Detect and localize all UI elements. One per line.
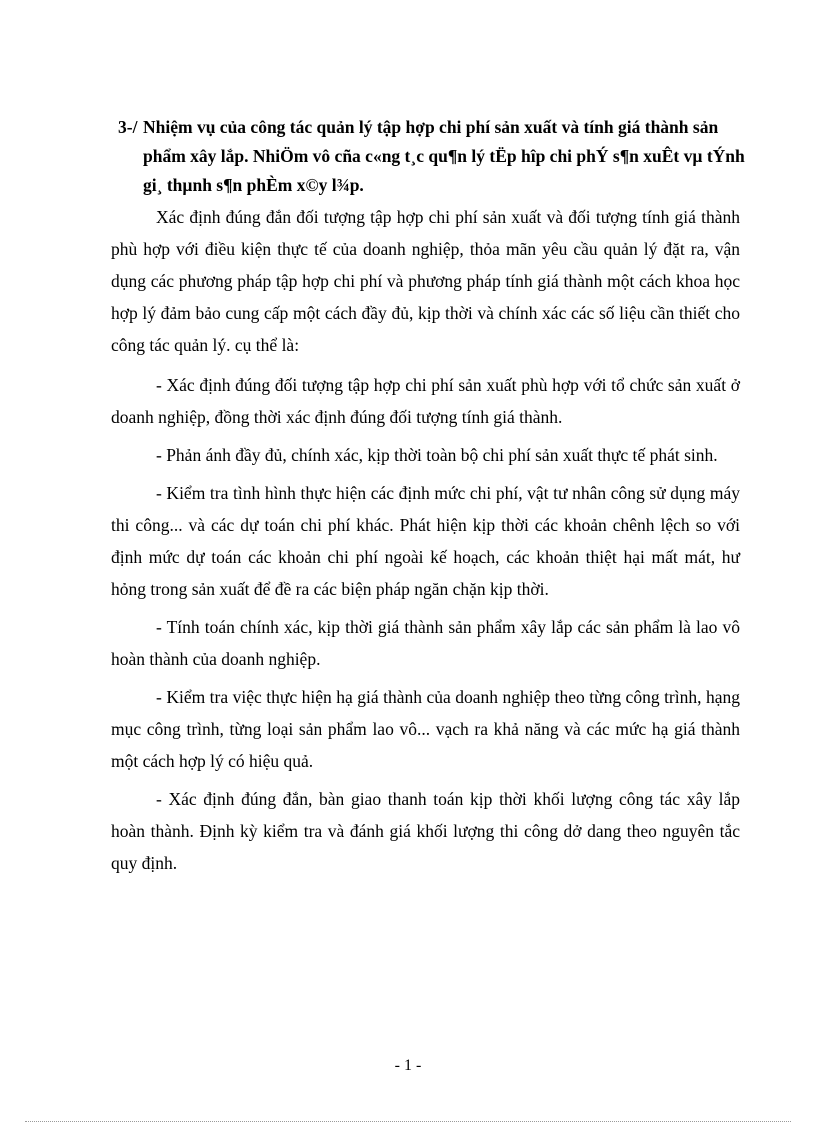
list-item: - Phản ánh đầy đủ, chính xác, kịp thời toàn bộ chi phí sản xuất thực tế phát sinh. (156, 445, 718, 465)
list-item: - Xác định đúng đắn, bàn giao thanh toán kịp thời khối lượng công tác xây lắp hoàn thành. Định kỳ kiểm tra và đánh giá khối lượng thi công dở dang theo nguyên tắc quy định. (111, 789, 740, 873)
list-item: - Kiểm tra việc thực hiện hạ giá thành của doanh nghiệp theo từng công trình, hạng mục công trình, từng loại sản phẩm lao vô... vạch ra khả năng và các mức hạ giá thành một cách hợp lý có hiệu quả. (111, 687, 740, 771)
section-number: 3-/ (118, 117, 138, 137)
page-number: - 1 - (394, 1057, 422, 1074)
intro-paragraph: Xác định đúng đắn đối tượng tập hợp chi phí sản xuất và đối tượng tính giá thành phù hợp với điều kiện thực tế của doanh nghiệp, thỏa mãn yêu cầu quản lý đặt ra, vận dụng các phương pháp tập hợp chi phí và phương pháp tính giá thành một cách khoa học hợp lý đảm bảo cung cấp một cách đầy đủ, kịp thời và chính xác các số liệu cần thiết cho công tác quản lý. cụ thể là: (111, 207, 740, 355)
document-body (111, 201, 740, 879)
list-item: - Tính toán chính xác, kịp thời giá thành sản phẩm xây lắp các sản phẩm là lao vô hoàn thành của doanh nghiệp. (111, 617, 740, 669)
section-heading (118, 113, 748, 200)
list-item: - Kiểm tra tình hình thực hiện các định mức chi phí, vật tư nhân công sử dụng máy thi công... và các dự toán chi phí khác. Phát hiện kịp thời các khoản chênh lệch so với định mức dự toán các khoản chi phí ngoài kế hoạch, các khoản thiệt hại mất mát, hư hỏng trong sản xuất để đề ra các biện pháp ngăn chặn kịp thời. (111, 483, 740, 599)
page-divider (25, 1121, 791, 1122)
list-item: - Xác định đúng đối tượng tập hợp chi phí sản xuất phù hợp với tổ chức sản xuất ở doanh nghiệp, đồng thời xác định đúng đối tượng tính giá thành. (111, 375, 740, 427)
section-title: Nhiệm vụ của công tác quản lý tập hợp chi phí sản xuất và tính giá thành sản phẩm xây lắp. NhiÖm vô cña c«ng t¸c qu¶n lý tËp hîp chi phÝ s¶n xuÊt vµ tÝnh gi¸ thµnh s¶n phÈm x©y l¾p. (143, 117, 745, 195)
